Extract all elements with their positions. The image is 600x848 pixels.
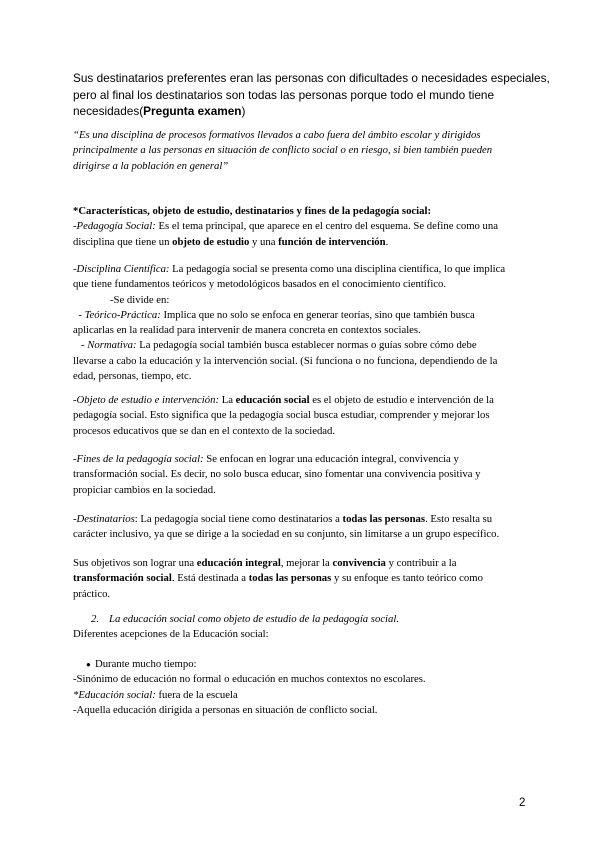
dest-bold: todas las personas (342, 513, 426, 525)
sum-bold-4: todas las personas (248, 572, 332, 585)
dc-text-1: La pedagogía social se presenta como una disciplina científica, lo que implica (169, 263, 506, 275)
sum-text-1c: y contribuir a la (385, 557, 457, 569)
nm-text-1: La pedagogía social también busca establecer normas o guías sobre cómo debe (136, 339, 477, 352)
dc-divides: -Se divide en: (110, 293, 170, 306)
fines-line-2: transformación social. Es decir, no solo busca educar, sino fomentar una convivencia positiva y (73, 468, 481, 481)
sum-bold-2: convivencia (332, 557, 386, 569)
fines-line-1 (73, 452, 528, 467)
obj-line-3: procesos educativos que se dan en el contexto de la sociedad. (73, 424, 336, 437)
nm-dash: - (73, 339, 88, 352)
objeto-estudio (73, 393, 528, 439)
sum-text-2b: y su enfoque es tanto teórico como (331, 572, 483, 585)
ps-bold-1: objeto de estudio (172, 235, 250, 248)
obj-bold: educación social (235, 394, 310, 406)
intro-line-3 (73, 103, 528, 120)
summary-paragraph (73, 556, 528, 602)
sum-bold-3: transformación social (73, 572, 172, 585)
sum-text-1b: , mejorar la (280, 557, 333, 569)
dest-text-1a: : La pedagogía social tiene como destinatarios a (134, 513, 343, 525)
destinatarios (73, 512, 528, 543)
dest-term: -Destinatarios (73, 513, 135, 525)
fines-line-3: propiciar cambios en la sociedad. (73, 483, 216, 496)
nm-line-2: llevarse a cabo la educación y la intervención social. (Si funciona o no funciona, dependiendo de la (73, 354, 498, 367)
intro-paragraph (73, 70, 550, 120)
section-educacion-social (73, 612, 528, 643)
acepcion-line-1: -Sinónimo de educación no formal o educación en muchos contextos no escolares. (73, 673, 426, 686)
tp-line-2: aplicarlas en la realidad para intervenir de manera concreta en contextos sociales. (73, 324, 421, 337)
obj-line-2: pedagogía social. Esto significa que la pedagogía social busca estudiar, comprender y mejorar los (73, 409, 490, 422)
fines-text-1: Se enfocan en lograr una educación integral, convivencia y (203, 453, 459, 465)
bullet-dot-icon: ● (86, 660, 91, 669)
section2-heading (73, 612, 528, 627)
ps-text-1: Es el tema principal, que aparece en el centro del esquema. Se define como una (155, 220, 498, 233)
nm-term: Normativa: (87, 339, 137, 352)
acepcion-term: *Educación social: (73, 688, 156, 701)
summary-line-2 (73, 571, 528, 586)
tp-line-1 (73, 308, 528, 323)
exam-question-label: Pregunta examen (143, 104, 242, 118)
definition-quote (73, 128, 528, 174)
section-heading (73, 204, 528, 219)
dc-line-1 (73, 262, 528, 277)
dest-line-1 (73, 512, 528, 527)
sum-bold-1: educación integral (196, 557, 281, 569)
quote-line-2: principalmente a las personas en situación de conflicto social o en riesgo, si bien también pueden (73, 144, 493, 157)
sum-text-2a: . Está destinada a (171, 572, 249, 585)
acepcion-text-2: fuera de la escuela (155, 688, 238, 701)
sum-text-1a: Sus objetivos son lograr una (73, 557, 197, 569)
ps-line-1 (73, 219, 528, 234)
ps-bold-2: función de intervención (278, 235, 386, 248)
bullet-item (73, 657, 528, 672)
dc-line-2: que tiene fundamentos teóricos y metodológicos basados en el conocimiento científico. (73, 278, 447, 291)
fines-pedagogia (73, 452, 528, 498)
dest-line-2: carácter inclusivo, ya que se dirige a la sociedad en su conjunto, sin limitarse a un grupo específico. (73, 528, 500, 541)
summary-line-1 (73, 556, 528, 571)
nm-line-1 (73, 338, 528, 353)
section2-number: 2. (91, 613, 100, 625)
intro-line-3-end: ) (241, 104, 246, 118)
dest-text-1b: . Esto resalta su (425, 513, 493, 525)
section2-heading-text: La educación social como objeto de estudio de la pedagogía social. (109, 613, 400, 625)
ps-term: -Pedagogía Social: (73, 220, 156, 233)
acepcion-line-2 (73, 688, 528, 703)
fines-term: -Fines de la pedagogía social: (73, 453, 204, 465)
intro-line-3-text: necesidades( (73, 104, 144, 118)
page-number: 2 (519, 797, 526, 809)
obj-text-1b: es el objeto de estudio e intervención de la (309, 394, 494, 406)
section2-sub: Diferentes acepciones de la Educación social: (73, 628, 269, 641)
quote-line-3: dirigirse a la población en general” (73, 159, 229, 172)
section-characteristics (73, 204, 528, 250)
section-heading-text: *Características, objeto de estudio, destinatarios y fines de la pedagogía social: (73, 205, 431, 217)
bullet-text: Durante mucho tiempo: (95, 658, 197, 670)
obj-term: -Objeto de estudio e intervención: (73, 394, 220, 406)
intro-line-2: pero al final los destinatarios son todas las personas porque todo el mundo tiene (73, 87, 495, 102)
ps-text-2c: . (385, 235, 389, 248)
acepcion-line-3: -Aquella educación dirigida a personas en situación de conflicto social. (73, 703, 378, 716)
obj-line-1 (73, 393, 528, 408)
intro-line-1: Sus destinatarios preferentes eran las personas con dificultades o necesidades especiales, (73, 71, 550, 85)
tp-term: Teórico-Práctica: (84, 308, 161, 321)
obj-text-1a: La (219, 394, 236, 406)
ps-text-2a: disciplina que tiene un (73, 235, 173, 248)
acepciones-list (73, 657, 528, 718)
ps-text-2b: y una (249, 235, 279, 248)
summary-line-3: práctico. (73, 587, 111, 600)
quote-line-1: “Es una disciplina de procesos formativos llevados a cabo fuera del ámbito escolar y dirigidos (73, 129, 481, 141)
tp-dash: - (73, 308, 85, 321)
ps-line-2 (73, 235, 528, 250)
nm-line-3: edad, personas, tiempo, etc. (73, 370, 192, 383)
tp-text-1: Implica que no solo se enfoca en generar teorías, sino que también busca (160, 308, 475, 321)
dc-term: -Disciplina Científica: (73, 263, 170, 275)
disciplina-cientifica (73, 262, 528, 384)
